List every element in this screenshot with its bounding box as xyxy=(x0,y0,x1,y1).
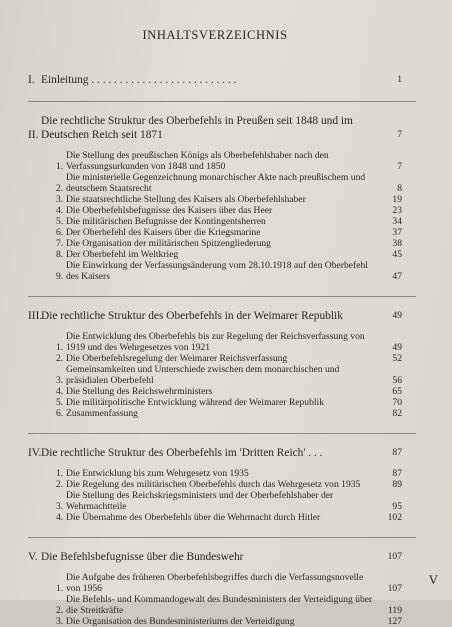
toc-entry xyxy=(56,386,402,397)
toc-part-heading xyxy=(28,550,402,564)
entry-number: 3. xyxy=(56,501,64,512)
entry-page: 95 xyxy=(392,501,402,512)
entry-title: Die Übernahme des Oberbefehls über die Wehrmacht durch Hitler xyxy=(66,512,321,523)
entry-number: 5. xyxy=(56,397,64,408)
part-number: III. xyxy=(28,310,43,322)
toc-part-heading xyxy=(28,446,402,460)
toc-entry xyxy=(56,572,402,594)
entry-title: Die militärischen Befugnisse der Kontingentsherren xyxy=(66,216,266,227)
toc-entry xyxy=(56,490,402,512)
entry-number: 9. xyxy=(56,271,64,282)
toc-entry xyxy=(56,227,402,238)
entry-number: 2. xyxy=(56,479,64,490)
toc-part-heading xyxy=(28,73,402,87)
part-title: Die Befehlsbefugnisse über die Bundeswehr xyxy=(41,551,244,563)
entry-title: Die Oberbefehlsregelung der Weimarer Reichsverfassung xyxy=(66,353,288,364)
toc-entry xyxy=(56,216,402,227)
toc-part-heading xyxy=(28,309,402,323)
entry-number: 4. xyxy=(56,205,64,216)
section-divider xyxy=(28,537,416,538)
entry-title: Die Einwirkung der Verfassungsänderung vom 28.10.1918 auf den Oberbefehl des Kaisers xyxy=(66,260,368,282)
entry-page: 52 xyxy=(392,353,402,364)
entry-title: Die Organisation des Bundesministeriums der Verteidigung xyxy=(66,616,295,627)
toc-part xyxy=(28,550,402,627)
entry-page: 19 xyxy=(392,194,402,205)
entry-title: Zusammenfassung xyxy=(66,408,138,419)
entry-page: 8 xyxy=(397,183,402,194)
entry-title: Der Oberbefehl im Weltkrieg xyxy=(66,249,179,260)
entry-title: Die Entwicklung bis zum Wehrgesetz von 1935 xyxy=(66,468,249,479)
entry-title: Gemeinsamkeiten und Unterschiede zwischen dem monarchischen und präsidialen Oberbefehl xyxy=(66,364,340,386)
part-page: 1 xyxy=(397,74,402,85)
toc-entry xyxy=(56,260,402,282)
entry-page: 107 xyxy=(387,583,402,594)
entry-title: Die Stellung des Reichskriegsministers und der Oberbefehlshaber der Wehrmachtteile xyxy=(66,490,334,512)
part-number: V. xyxy=(28,551,38,563)
part-page: 49 xyxy=(392,310,402,321)
toc-entry xyxy=(56,331,402,353)
toc-entry xyxy=(56,194,402,205)
entry-title: Die ministerielle Gegenzeichnung monarchischer Akte nach preußischem und deutschem Staatsrecht xyxy=(66,172,366,194)
toc-entry xyxy=(56,205,402,216)
part-number: IV. xyxy=(28,447,42,459)
toc-part-heading xyxy=(28,114,402,142)
entry-page: 23 xyxy=(392,205,402,216)
entry-title: Die Stellung des preußischen Königs als Oberbefehlshaber nach den Verfassungsurkunden von 1848 und 1850 xyxy=(66,150,329,172)
entry-title: Die Regelung des militärischen Oberbefehls durch das Wehrgesetz von 1935 xyxy=(66,479,361,490)
entry-title: Der Oberbefehl des Kaisers über die Kriegsmarine xyxy=(66,227,261,238)
entry-number: 4. xyxy=(56,512,64,523)
part-number: II. xyxy=(28,129,39,141)
toc-part xyxy=(28,446,402,523)
entry-page: 7 xyxy=(397,161,402,172)
entry-number: 4. xyxy=(56,386,64,397)
section-divider xyxy=(28,433,416,434)
entry-page: 49 xyxy=(392,342,402,353)
part-title: Die rechtliche Struktur des Oberbefehls in der Weimarer Republik xyxy=(41,310,343,322)
page-title: INHALTSVERZEICHNIS xyxy=(142,28,288,42)
entry-number: 1. xyxy=(56,583,64,594)
toc-entry xyxy=(56,512,402,523)
part-title: Die rechtliche Struktur des Oberbefehls in Preußen seit 1848 und im Deutschen Reich seit 1871 xyxy=(41,115,353,141)
entry-title: Die militärpolitische Entwicklung während der Weimarer Republik xyxy=(66,397,325,408)
entry-page: 45 xyxy=(392,249,402,260)
entry-page: 102 xyxy=(387,512,402,523)
part-page: 107 xyxy=(387,551,402,562)
entry-title: Die staatsrechtliche Stellung des Kaisers als Oberbefehlshaber xyxy=(66,194,306,205)
table-of-contents xyxy=(28,73,402,627)
entry-page: 89 xyxy=(392,479,402,490)
entry-number: 1. xyxy=(56,161,64,172)
entry-title: Die Befehls- und Kommandogewalt des Bundesministers der Verteidigung über die Streitkräfte xyxy=(66,594,373,616)
toc-entry xyxy=(56,353,402,364)
entry-page: 87 xyxy=(392,468,402,479)
entry-page: 119 xyxy=(387,605,402,616)
part-page: 87 xyxy=(392,447,402,458)
part-number: I. xyxy=(28,74,35,86)
toc-entry xyxy=(56,594,402,616)
toc-entry xyxy=(56,364,402,386)
entry-title: Die Organisation der militärischen Spitzengliederung xyxy=(66,238,271,249)
entry-page: 34 xyxy=(392,216,402,227)
entry-number: 3. xyxy=(56,194,64,205)
entry-number: 8. xyxy=(56,249,64,260)
toc-part xyxy=(28,114,402,282)
entry-title: Die Oberbefehlsbefugnisse des Kaisers über das Heer xyxy=(66,205,273,216)
entry-number: 3. xyxy=(56,616,64,627)
entry-page: 82 xyxy=(392,408,402,419)
toc-part xyxy=(28,309,402,419)
entry-number: 1. xyxy=(56,342,64,353)
entry-number: 2. xyxy=(56,353,64,364)
entry-number: 3. xyxy=(56,375,64,386)
toc-entry xyxy=(56,238,402,249)
entry-page: 56 xyxy=(392,375,402,386)
part-page: 7 xyxy=(397,129,402,140)
toc-entry xyxy=(56,150,402,172)
section-divider xyxy=(28,101,416,102)
entry-number: 6. xyxy=(56,408,64,419)
part-title: Die rechtliche Struktur des Oberbefehls im 'Dritten Reich' . . . xyxy=(41,447,323,459)
page-number: V xyxy=(428,572,438,587)
entry-page: 38 xyxy=(392,238,402,249)
toc-entry xyxy=(56,172,402,194)
entry-title: Die Entwicklung des Oberbefehls bis zur Regelung der Reichsverfassung von 1919 und des Wehrgesetzes von 1921 xyxy=(66,331,365,353)
toc-entry xyxy=(56,397,402,408)
section-divider xyxy=(28,296,416,297)
entry-number: 2. xyxy=(56,183,64,194)
entry-page: 65 xyxy=(392,386,402,397)
toc-part xyxy=(28,73,402,87)
entry-page: 70 xyxy=(392,397,402,408)
entry-number: 6. xyxy=(56,227,64,238)
entry-title: Die Aufgabe des früheren Oberbefehlsbegriffes durch die Verfassungsnovelle von 1956 xyxy=(66,572,364,594)
entry-number: 2. xyxy=(56,605,64,616)
entry-number: 5. xyxy=(56,216,64,227)
toc-entry xyxy=(56,616,402,627)
entry-page: 47 xyxy=(392,271,402,282)
entry-title: Die Stellung des Reichswehrministers xyxy=(66,386,213,397)
toc-entry xyxy=(56,249,402,260)
part-title: Einleitung . . . . . . . . . . . . . . . . . . . . . . . . . . xyxy=(41,74,237,86)
toc-entry xyxy=(56,479,402,490)
toc-entry xyxy=(56,408,402,419)
entry-number: 1. xyxy=(56,468,64,479)
entry-page: 37 xyxy=(392,227,402,238)
entry-page: 127 xyxy=(387,616,402,627)
entry-number: 7. xyxy=(56,238,64,249)
toc-entry xyxy=(56,468,402,479)
